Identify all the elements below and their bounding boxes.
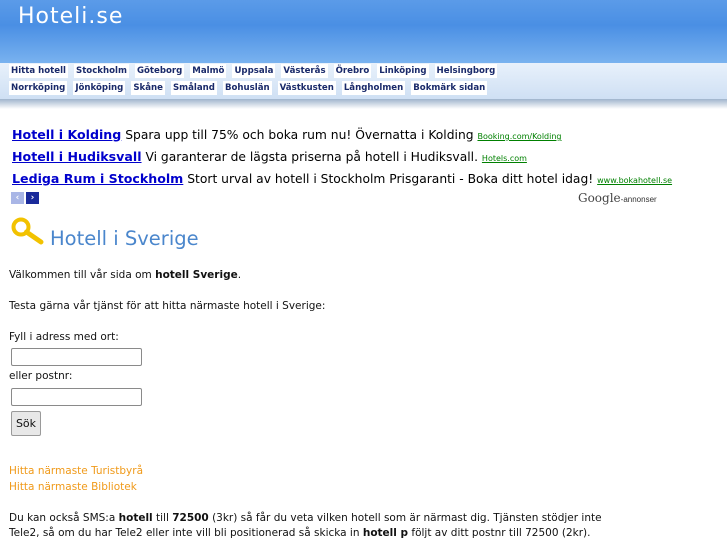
sms-text-line-1: [9, 512, 602, 524]
ad-title-link[interactable]: Hotell i Kolding: [12, 127, 122, 142]
page-title: Hotell i Sverige: [50, 227, 199, 250]
intro-text: Testa gärna vår tjänst för att hitta närmaste hotell i Sverige:: [9, 300, 326, 312]
ad-url-link[interactable]: Hotels.com: [481, 154, 527, 163]
nav-link-skane[interactable]: Skåne: [133, 83, 163, 93]
nav-link-orebro[interactable]: Örebro: [335, 66, 370, 76]
sms-text: Du kan också SMS:a: [9, 512, 119, 524]
nav-link-norrkoping[interactable]: Norrköping: [11, 83, 66, 93]
sms-number: 72500: [172, 512, 209, 524]
nav-link-stockholm[interactable]: Stockholm: [76, 66, 127, 76]
nav-link-langholmen[interactable]: Långholmen: [343, 83, 404, 93]
nav-link-vasteras[interactable]: Västerås: [283, 66, 326, 76]
sms-text: (3kr) så får du veta vilken hotell som är närmast dig. Tjänsten stödjer inte: [208, 512, 602, 524]
chevron-right-icon: ›: [30, 193, 35, 203]
nav-row-1: [9, 64, 503, 78]
ad-nav: [11, 192, 41, 204]
nav-link-bohuslan[interactable]: Bohuslän: [224, 83, 270, 93]
nav-link-bookmark[interactable]: Bokmärk sidan: [413, 83, 486, 93]
ad-block: [12, 127, 712, 193]
ad-title-link[interactable]: Lediga Rum i Stockholm: [12, 171, 184, 186]
sms-keyword: hotell: [118, 512, 153, 524]
link-turistbyra[interactable]: Hitta närmaste Turistbyrå: [9, 465, 144, 477]
nav-link-goteborg[interactable]: Göteborg: [136, 66, 183, 76]
ad-text: Vi garanterar de lägsta priserna på hotell i Hudiksvall.: [145, 150, 478, 164]
site-header: [0, 0, 727, 63]
chevron-left-icon: ‹: [15, 193, 20, 203]
ad-url-link[interactable]: Booking.com/Kolding: [477, 132, 562, 141]
nav-link-smaland[interactable]: Småland: [172, 83, 215, 93]
nav-link-uppsala[interactable]: Uppsala: [234, 66, 274, 76]
ad-url-link[interactable]: www.bokahotell.se: [597, 176, 673, 185]
ad-text: Stort urval av hotell i Stockholm Prisgaranti - Boka ditt hotel idag!: [187, 172, 594, 186]
nav-shadow: [0, 99, 727, 109]
postnr-label: eller postnr:: [9, 370, 73, 382]
google-logo: Google: [578, 191, 621, 205]
sms-text: Tele2, så om du har Tele2 eller inte vill bli positionerad så skicka in: [9, 527, 363, 539]
ad-title-link[interactable]: Hotell i Hudiksvall: [12, 149, 142, 164]
welcome-text-post: .: [237, 269, 242, 281]
nav-row-2: [9, 81, 493, 95]
ad-item: [12, 127, 712, 149]
welcome-text-bold: hotell Sverige: [155, 269, 238, 281]
google-ads-suffix: -annonser: [620, 195, 657, 204]
sms-text: följt av ditt postnr till 72500 (2kr).: [408, 527, 591, 539]
address-label: Fyll i adress med ort:: [9, 331, 119, 343]
nav-link-hitta-hotell[interactable]: Hitta hotell: [11, 66, 66, 76]
ad-next-button[interactable]: [26, 192, 39, 204]
magnifier-icon: [10, 217, 46, 247]
nav-link-malmo[interactable]: Malmö: [192, 66, 225, 76]
welcome-text: [9, 269, 241, 281]
ad-item: [12, 149, 712, 171]
ad-prev-button[interactable]: [11, 192, 24, 204]
google-ads-label[interactable]: [578, 191, 657, 205]
postnr-input[interactable]: [11, 388, 142, 406]
welcome-text-pre: Välkommen till vår sida om: [9, 269, 156, 281]
nav-link-vastkusten[interactable]: Västkusten: [279, 83, 334, 93]
ad-text: Spara upp till 75% och boka rum nu! Övernatta i Kolding: [125, 128, 474, 142]
sms-text-line-2: [9, 527, 590, 539]
nav-link-linkoping[interactable]: Linköping: [379, 66, 427, 76]
site-title[interactable]: Hoteli.se: [18, 4, 124, 29]
sms-text: till: [152, 512, 173, 524]
address-input[interactable]: [11, 348, 142, 366]
nav-link-jonkoping[interactable]: Jönköping: [75, 83, 124, 93]
search-button[interactable]: Sök: [11, 411, 41, 436]
link-bibliotek[interactable]: Hitta närmaste Bibliotek: [9, 481, 137, 493]
ad-item: [12, 171, 712, 193]
nav-link-helsingborg[interactable]: Helsingborg: [436, 66, 496, 76]
sms-keyword: hotell p: [362, 527, 409, 539]
